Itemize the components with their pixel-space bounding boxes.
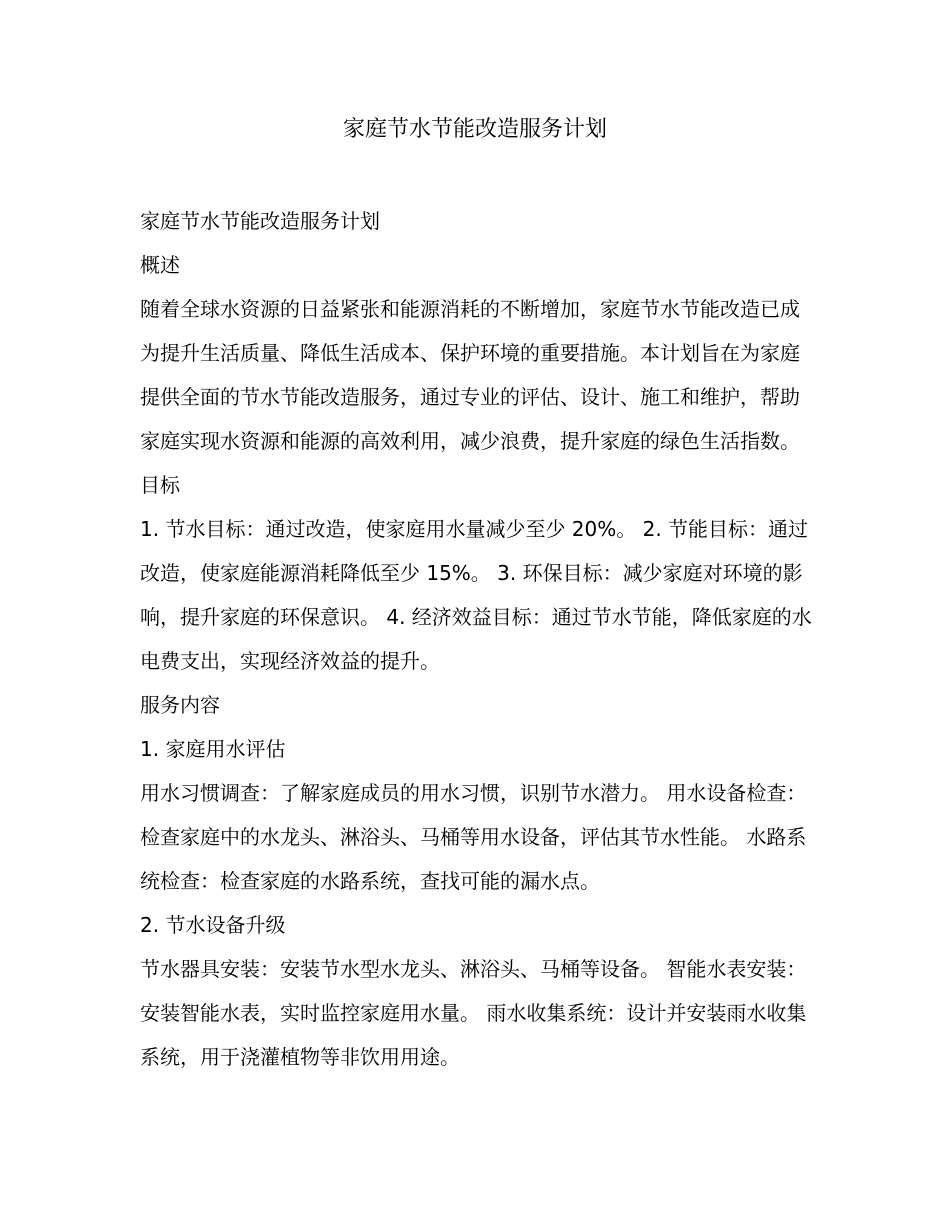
document-subtitle: 家庭节水节能改造服务计划: [140, 209, 380, 233]
overview-heading: 概述: [140, 253, 180, 277]
service1-heading: 1. 家庭用水评估: [140, 737, 286, 761]
overview-paragraph: 随着全球水资源的日益紧张和能源消耗的不断增加，家庭节水节能改造已成为提升生活质量、降低生活成本、保护环境的重要措施。本计划旨在为家庭提供全面的节水节能改造服务，通过专业的评估、设计、施工和维护，帮助家庭实现水资源和能源的高效利用，减少浪费，提升家庭的绿色生活指数。: [140, 297, 800, 453]
document-body: [140, 199, 812, 1079]
goals-paragraph: 1. 节水目标：通过改造，使家庭用水量减少至少 20%。 2. 节能目标：通过改造，使家庭能源消耗降低至少 15%。 3. 环保目标：减少家庭对环境的影响，提升家庭的环保意识。 4. 经济效益目标：通过节水节能，降低家庭的水电费支出，实现经济效益的提升。: [140, 517, 812, 673]
service2-heading: 2. 节水设备升级: [140, 913, 286, 937]
service1-paragraph: 用水习惯调查：了解家庭成员的用水习惯，识别节水潜力。 用水设备检查：检查家庭中的水龙头、淋浴头、马桶等用水设备，评估其节水性能。 水路系统检查：检查家庭的水路系统，查找可能的漏水点。: [140, 781, 807, 893]
document-title: 家庭节水节能改造服务计划: [342, 117, 607, 142]
service2-paragraph: 节水器具安装：安装节水型水龙头、淋浴头、马桶等设备。 智能水表安装：安装智能水表，实时监控家庭用水量。 雨水收集系统：设计并安装雨水收集系统，用于浇灌植物等非饮用用途。: [140, 957, 807, 1069]
goals-heading: 目标: [140, 473, 180, 497]
services-heading: 服务内容: [140, 693, 220, 717]
